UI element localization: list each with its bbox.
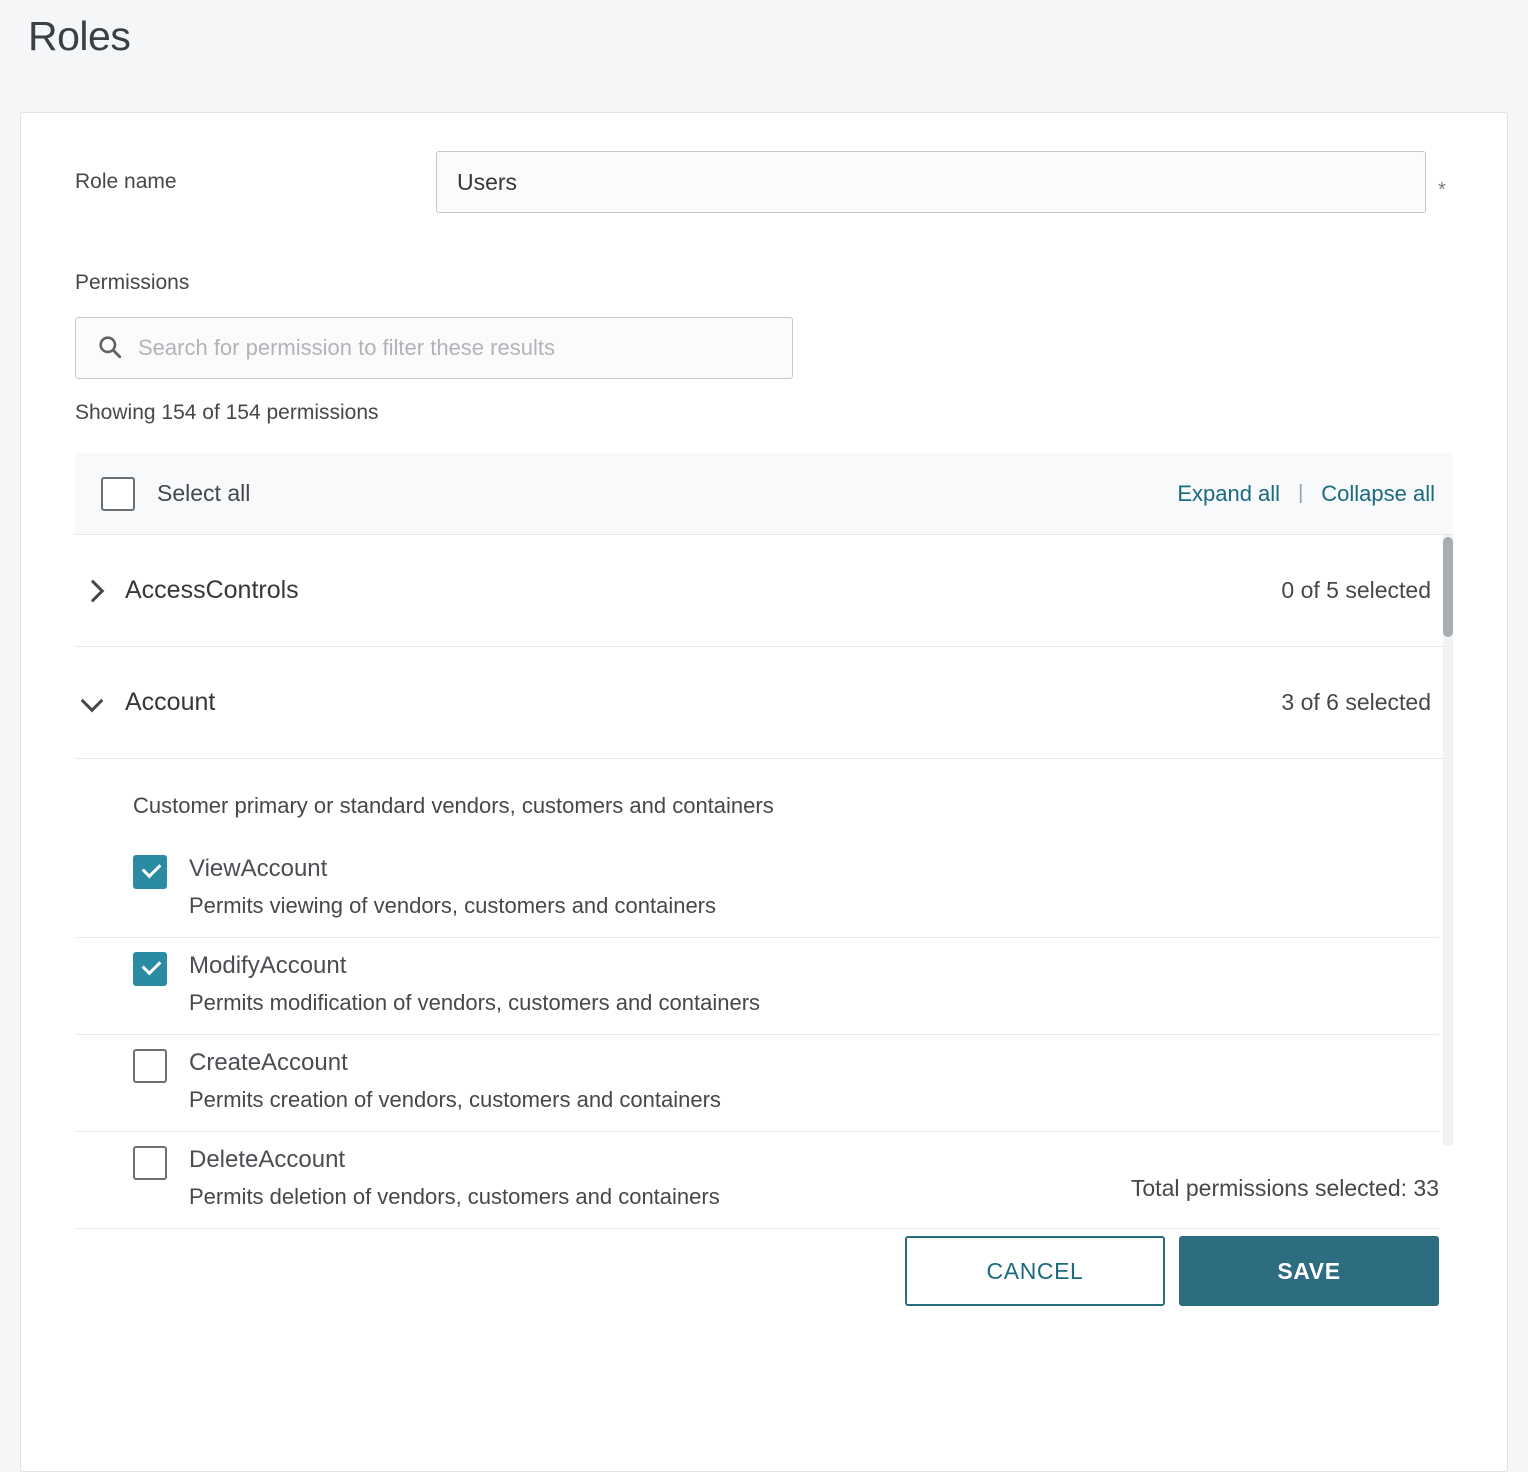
group-toggle[interactable] xyxy=(79,688,215,718)
showing-count: Showing 154 of 154 permissions xyxy=(75,401,379,424)
permission-texts xyxy=(189,1049,721,1113)
list-item[interactable] xyxy=(75,1035,1439,1132)
total-selected-text: Total permissions selected: 33 xyxy=(1130,1175,1439,1201)
group-name: AccessControls xyxy=(125,576,299,604)
group-selected-count: 3 of 6 selected xyxy=(1281,689,1431,715)
select-all-label: Select all xyxy=(157,480,251,506)
group-name: Account xyxy=(125,688,216,716)
permission-search xyxy=(75,317,793,379)
permission-name: CreateAccount xyxy=(189,1049,348,1076)
link-separator: | xyxy=(1298,482,1304,504)
group-description: Customer primary or standard vendors, customers and containers xyxy=(133,793,774,818)
permission-texts xyxy=(189,855,716,919)
collapse-all-link[interactable]: Collapse all xyxy=(1321,480,1435,506)
permission-group-header[interactable] xyxy=(75,535,1453,647)
required-asterisk: * xyxy=(1438,179,1446,201)
permissions-label: Permissions xyxy=(75,271,190,294)
group-toggle[interactable] xyxy=(79,576,299,606)
search-input[interactable] xyxy=(75,317,793,379)
select-all-control[interactable] xyxy=(101,477,250,511)
permission-name: ModifyAccount xyxy=(189,952,347,979)
vertical-scrollbar[interactable] xyxy=(1443,535,1453,1145)
permission-texts xyxy=(189,1146,720,1210)
permission-checkbox[interactable] xyxy=(133,952,167,986)
save-button[interactable]: SAVE xyxy=(1179,1236,1439,1306)
select-all-bar xyxy=(75,453,1453,535)
role-name-input[interactable] xyxy=(436,151,1426,213)
search-icon xyxy=(97,334,123,360)
role-name-label: Role name xyxy=(75,170,177,193)
list-item[interactable] xyxy=(75,841,1439,938)
list-item[interactable] xyxy=(75,938,1439,1035)
scrollbar-thumb[interactable] xyxy=(1443,537,1453,637)
select-all-checkbox[interactable] xyxy=(101,477,135,511)
permission-checkbox[interactable] xyxy=(133,1146,167,1180)
permission-texts xyxy=(189,952,760,1016)
page-title: Roles xyxy=(28,13,131,59)
permission-description: Permits deletion of vendors, customers and containers xyxy=(189,1184,720,1209)
permission-name: ViewAccount xyxy=(189,855,328,882)
permission-name: DeleteAccount xyxy=(189,1146,346,1173)
role-name-row xyxy=(21,113,1507,213)
permission-description: Permits modification of vendors, customers and containers xyxy=(189,990,761,1015)
group-selected-count: 0 of 5 selected xyxy=(1281,577,1431,603)
permission-group-header[interactable] xyxy=(75,647,1453,759)
list-item[interactable] xyxy=(75,1132,1439,1229)
expand-collapse-controls xyxy=(1177,481,1435,507)
chevron-right-icon[interactable] xyxy=(79,576,109,606)
permission-checkbox[interactable] xyxy=(133,855,167,889)
permission-description: Permits viewing of vendors, customers and containers xyxy=(189,893,717,918)
expand-all-link[interactable]: Expand all xyxy=(1177,480,1281,506)
permission-checkbox[interactable] xyxy=(133,1049,167,1083)
chevron-down-icon[interactable] xyxy=(79,688,109,718)
permission-description: Permits creation of vendors, customers and containers xyxy=(189,1087,721,1112)
role-editor-card xyxy=(20,112,1508,1472)
cancel-button[interactable]: CANCEL xyxy=(905,1236,1165,1306)
